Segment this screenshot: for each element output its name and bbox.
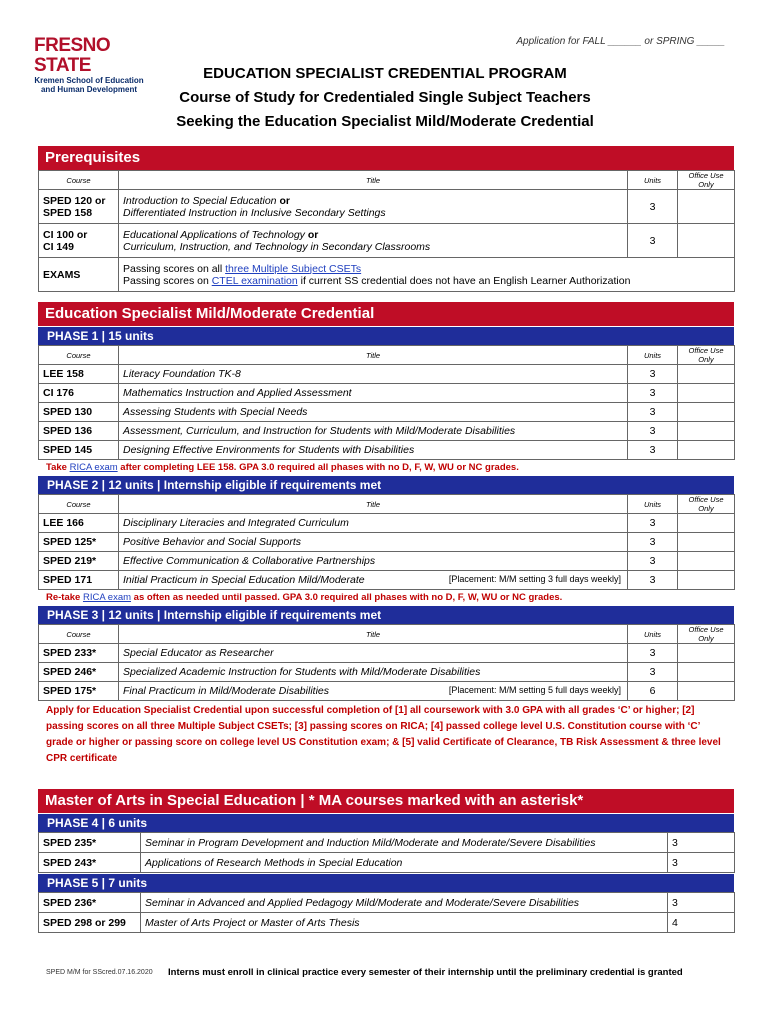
logo-wordmark: FRESNO STATE [34,35,111,76]
course-code: CI 100 or CI 149 [39,224,119,258]
phase-2-note: Re-take RICA exam as often as needed until passed. GPA 3.0 required all phases with no D, F, W, WU or NC grades. [46,592,563,603]
table-row: CI 176 Mathematics Instruction and Applied Assessment 3 [39,384,735,403]
placement-note: [Placement: M/M setting 3 full days weekly] [448,574,621,584]
table-row: SPED 125* Positive Behavior and Social Supports 3 [39,533,735,552]
exam-requirements: Passing scores on all three Multiple Subject CSETs Passing scores on CTEL examination if current SS credential does not have an English Learner Authorization [119,258,735,292]
title-line-1: EDUCATION SPECIALIST CREDENTIAL PROGRAM [203,65,567,82]
page-title [0,62,770,134]
course-code: EXAMS [39,258,119,292]
phase-4-table [38,832,735,873]
rica-link[interactable]: RICA exam [69,462,118,473]
phase-5-table [38,892,735,933]
document-code: SPED M/M for SScred.07.16.2020 [46,969,153,976]
table-row: SPED 243* Applications of Research Methods in Special Education 3 [39,853,735,873]
office-use-cell[interactable] [678,663,735,682]
interns-footer-note: Interns must enroll in clinical practice every semester of their internship until the preliminary credential is granted [168,967,683,978]
phase-1-table [38,345,735,460]
application-term-line: Application for FALL ______ or SPRING _____ [516,36,725,47]
table-row: SPED 246* Specialized Academic Instruction for Students with Mild/Moderate Disabilities 3 [39,663,735,682]
col-title: Title [119,171,628,190]
course-code: SPED 120 or SPED 158 [39,190,119,224]
phase-4-heading: PHASE 4 | 6 units [38,813,734,832]
prerequisites-table [38,170,735,292]
section-heading: Prerequisites [38,146,734,170]
office-use-cell[interactable] [678,441,735,460]
office-use-cell[interactable] [678,384,735,403]
table-header [39,171,735,190]
table-row: SPED 145 Designing Effective Environments for Students with Disabilities 3 [39,441,735,460]
ctel-link[interactable]: CTEL examination [211,274,298,287]
master-of-arts-section [38,789,734,933]
course-units: 3 [628,190,678,224]
table-row: SPED 130 Assessing Students with Special Needs 3 [39,403,735,422]
table-row: LEE 166 Disciplinary Literacies and Integrated Curriculum 3 [39,514,735,533]
office-use-cell[interactable] [678,224,735,258]
phase-2-heading: PHASE 2 | 12 units | Internship eligible if requirements met [38,475,734,494]
education-specialist-section [38,302,734,768]
office-use-cell[interactable] [678,365,735,384]
table-row: SPED 235* Seminar in Program Development and Induction Mild/Moderate and Moderate/Severe Disabilities 3 [39,833,735,853]
table-row [39,190,735,224]
table-row: SPED 236* Seminar in Advanced and Applied Pedagogy Mild/Moderate and Moderate/Severe Disabilities 3 [39,893,735,913]
title-line-3: Seeking the Education Specialist Mild/Moderate Credential [176,113,594,130]
office-use-cell[interactable] [678,422,735,441]
rica-link[interactable]: RICA exam [82,592,132,603]
table-row: SPED 233* Special Educator as Researcher 3 [39,644,735,663]
office-use-cell[interactable] [678,682,735,701]
office-use-cell[interactable] [678,552,735,571]
office-use-cell[interactable] [678,571,735,590]
col-office: Office Use Only [678,171,735,190]
office-use-cell[interactable] [678,514,735,533]
logo-subtitle-2: and Human Development [40,85,137,94]
office-use-cell[interactable] [678,190,735,224]
table-row [39,224,735,258]
logo-subtitle-1: Kremen School of Education [34,76,144,85]
col-units: Units [628,171,678,190]
office-use-cell[interactable] [678,403,735,422]
col-course: Course [39,171,119,190]
title-line-2: Course of Study for Credentialed Single Subject Teachers [179,89,591,106]
table-header: Course Title Units Office Use Only [39,625,735,644]
table-row: SPED 136 Assessment, Curriculum, and Instruction for Students with Mild/Moderate Disabilities 3 [39,422,735,441]
table-row: SPED 171 Initial Practicum in Special Education Mild/Moderate [Placement: M/M setting 3 full days weekly] 3 [39,571,735,590]
office-use-cell[interactable] [678,533,735,552]
phase-3-table [38,624,735,701]
section-heading: Master of Arts in Special Education | * MA courses marked with an asterisk* [38,789,734,813]
phase-3-heading: PHASE 3 | 12 units | Internship eligible if requirements met [38,605,734,624]
phase-1-note: Take RICA exam after completing LEE 158. GPA 3.0 required all phases with no D, F, W, WU or NC grades. [46,462,519,473]
office-use-cell[interactable] [678,644,735,663]
table-row [39,258,735,292]
table-row: LEE 158 Literacy Foundation TK-8 3 [39,365,735,384]
prerequisites-section [38,146,734,292]
table-header: Course Title Units Office Use Only [39,346,735,365]
placement-note: [Placement: M/M setting 5 full days weekly] [448,685,621,695]
credential-application-note: Apply for Education Specialist Credential upon successful completion of [1] all coursework with 3.0 GPA with all grades ‘C’ or higher; [2] passing scores on all three Multiple Subject CSETs; [3] passing scores on RICA; [4] passed college level U.S. Constitution course with ‘C’ grade or higher or passing score on college level US Constitution exam; & [5] valid Certificate of Clearance, TB Risk Assessment & three level CPR certificate [46,705,721,764]
cset-link[interactable]: three Multiple Subject CSETs [225,262,362,275]
phase-1-heading: PHASE 1 | 15 units [38,326,734,345]
table-row: SPED 219* Effective Communication & Collaborative Partnerships 3 [39,552,735,571]
course-title: Introduction to Special Education or Differentiated Instruction in Inclusive Secondary Settings [119,190,628,224]
table-row: SPED 298 or 299 Master of Arts Project or Master of Arts Thesis 4 [39,913,735,933]
course-units: 3 [628,224,678,258]
table-header: Course Title Units Office Use Only [39,495,735,514]
table-row: SPED 175* Final Practicum in Mild/Moderate Disabilities [Placement: M/M setting 5 full days weekly] 6 [39,682,735,701]
phase-5-heading: PHASE 5 | 7 units [38,873,734,892]
phase-2-table [38,494,735,590]
course-title: Educational Applications of Technology or Curriculum, Instruction, and Technology in Secondary Classrooms [119,224,628,258]
section-heading: Education Specialist Mild/Moderate Credential [38,302,734,326]
